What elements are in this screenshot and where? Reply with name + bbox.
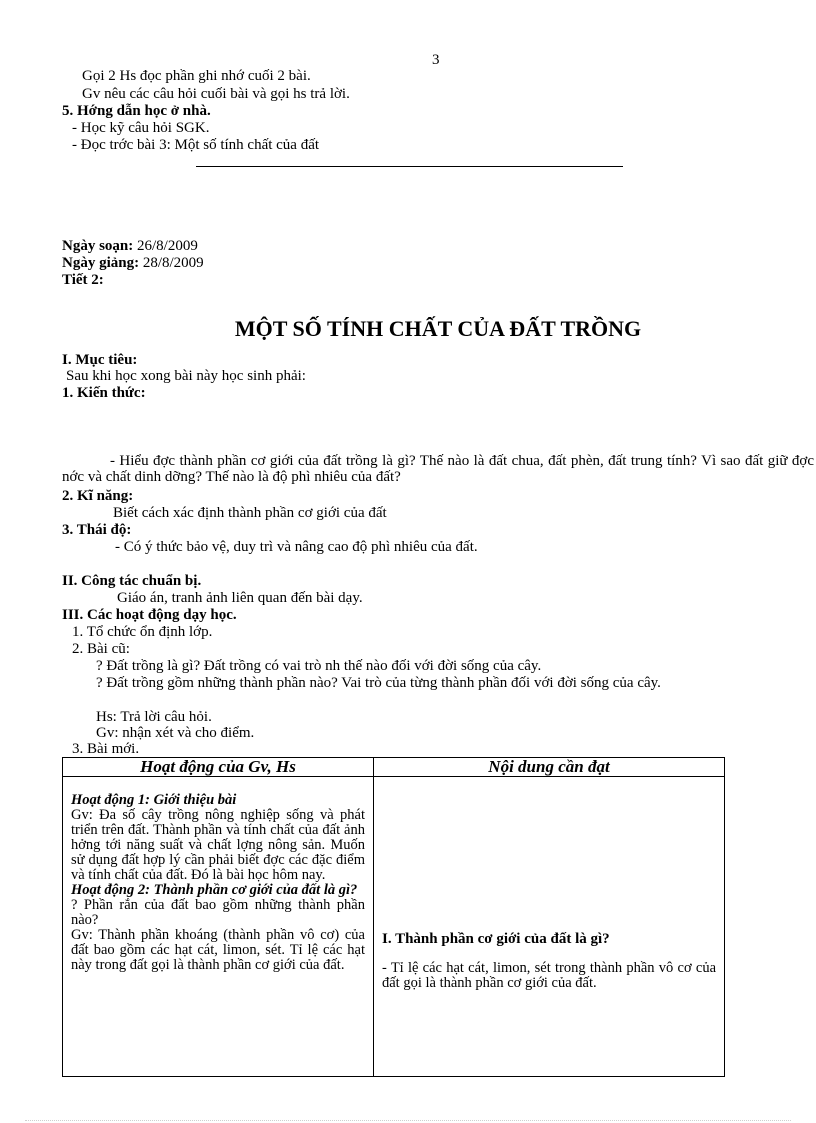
teach-date-value: 28/8/2009 [139, 255, 204, 271]
activity-1-text: Gv: Đa số cây trồng nông nghiệp sống và phát triển trên đất. Thành phần và tính chất của đất ảnh hởng tới năng suất và chất lợng nông sản. Muốn sử dụng đất hợp lý cần phải biết đợc các đặc điểm và tính chất của đất. Đó là bài học hôm nay. [71, 807, 365, 883]
activity-step-2: 2. Bài cũ: [72, 641, 130, 657]
prep-date-value: 26/8/2009 [133, 238, 198, 254]
activity-step-1: 1. Tổ chức ổn định lớp. [72, 624, 213, 640]
homework-item: - Học kỹ câu hỏi SGK. [72, 120, 210, 136]
prep-date [62, 238, 198, 254]
objectives-heading: I. Mục tiêu: [62, 352, 138, 368]
homework-heading: 5. Hớng dẫn học ở nhà. [62, 103, 211, 119]
lesson-title: MỘT SỐ TÍNH CHẤT CỦA ĐẤT TRỒNG [234, 316, 642, 341]
intro-line-2: Gv nêu các câu hỏi cuối bài và gọi hs trả lời. [82, 86, 350, 102]
prep-date-label: Ngày soạn: [62, 238, 134, 254]
activity-2-teacher-text: Gv: Thành phần khoáng (thành phần vô cơ) của đất bao gồm các hạt cát, limon, sét. Tỉ lệ các hạt này trong đất gọi là thành phần cơ giới của đất. [71, 927, 365, 973]
activities-heading: III. Các hoạt động dạy học. [62, 607, 237, 623]
attitude-heading: 3. Thái độ: [62, 522, 132, 538]
activity-2-title: Hoạt động 2: Thành phần cơ giới của đất là gì? [71, 882, 358, 898]
skills-text: Biết cách xác định thành phần cơ giới của đất [113, 505, 387, 521]
lesson-plan-table [62, 757, 725, 1077]
teacher-feedback: Gv: nhận xét và cho điểm. [96, 725, 255, 741]
old-lesson-question-1: ? Đất trồng là gì? Đất trồng có vai trò nh thế nào đối với đời sống của cây. [96, 658, 542, 674]
col-header-activities: Hoạt động của Gv, Hs [63, 758, 374, 777]
page-bottom-border [25, 1120, 791, 1121]
attitude-text: - Có ý thức bảo vệ, duy trì và nâng cao độ phì nhiêu của đất. [115, 539, 478, 555]
table-header-row [63, 758, 725, 777]
student-response: Hs: Trả lời câu hỏi. [96, 709, 212, 725]
preparation-text: Giáo án, tranh ảnh liên quan đến bài dạy. [117, 590, 363, 606]
page-number: 3 [432, 52, 440, 68]
col-header-content: Nội dung cần đạt [374, 758, 725, 777]
homework-item: - Đọc trớc bài 3: Một số tính chất của đất [72, 137, 320, 153]
objectives-intro: Sau khi học xong bài này học sinh phải: [66, 368, 306, 384]
old-lesson-question-2: ? Đất trồng gồm những thành phần nào? Vai trò của từng thành phần đối với đời sống của cây. [96, 675, 661, 691]
activities-cell [63, 777, 374, 1077]
content-text: - Tỉ lệ các hạt cát, limon, sét trong thành phần vô cơ của đất gọi là thành phần cơ giới của đất. [382, 960, 716, 991]
skills-heading: 2. Kĩ năng: [62, 488, 134, 504]
activity-1-title: Hoạt động 1: Giới thiệu bài [71, 792, 237, 808]
teach-date [62, 255, 204, 271]
content-cell [374, 777, 725, 1077]
period-label: Tiết 2: [62, 272, 104, 288]
teach-date-label: Ngày giảng: [62, 255, 140, 271]
activity-2-question: ? Phần rắn của đất bao gồm những thành phần nào? [71, 897, 365, 928]
section-divider [196, 166, 623, 167]
content-heading: I. Thành phần cơ giới của đất là gì? [382, 931, 610, 947]
table-row [63, 777, 725, 1077]
activity-step-3: 3. Bài mới. [72, 741, 140, 757]
intro-line-1: Gọi 2 Hs đọc phần ghi nhớ cuối 2 bài. [82, 68, 311, 84]
preparation-heading: II. Công tác chuẩn bị. [62, 573, 202, 589]
knowledge-heading: 1. Kiến thức: [62, 385, 146, 401]
knowledge-text: - Hiểu đợc thành phần cơ giới của đất trồng là gì? Thế nào là đất chua, đất phèn, đất trung tính? Vì sao đất giữ đợc nớc và chất dinh dỡng? Thế nào là độ phì nhiêu của đất? [62, 453, 814, 485]
